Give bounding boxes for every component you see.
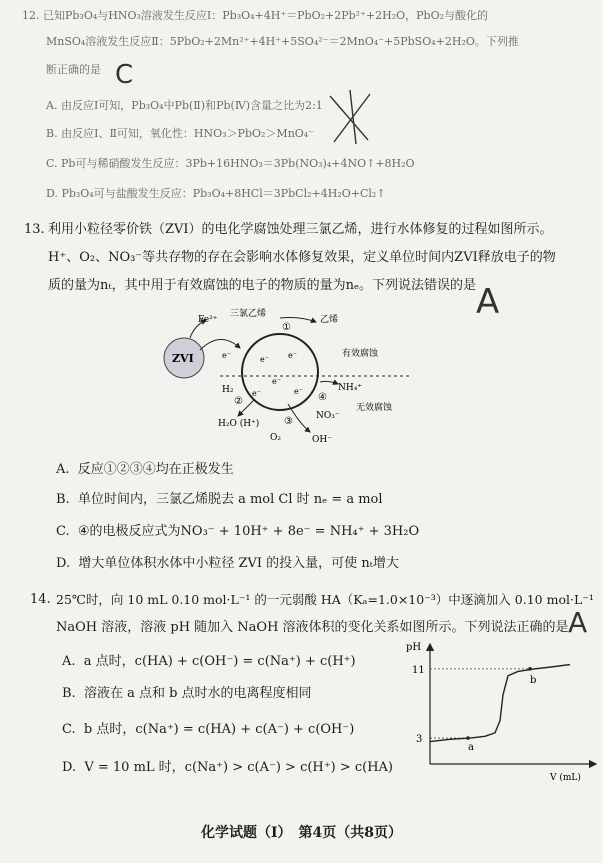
q14-number: 14.: [30, 592, 51, 607]
zvi-label: ZVI: [172, 352, 194, 365]
electron-label: e⁻: [222, 351, 231, 360]
q12-option-b: B. 由反应Ⅰ、Ⅱ可知，氧化性：HNO₃＞PbO₂＞MnO₄⁻: [46, 127, 315, 140]
ethene-label: 乙烯: [320, 315, 339, 325]
q12-option-d: D. Pb₃O₄可与盐酸发生反应：Pb₃O₄+8HCl＝3PbCl₂+4H₂O+Cl₂↑: [46, 187, 386, 200]
x-axis-label: V (mL): [550, 773, 581, 783]
q13-option-a: A. 反应①②③④均在正极发生: [56, 462, 234, 477]
q13-option-c: C. ④的电极反应式为NO₃⁻ + 10H⁺ + 8e⁻ = NH₄⁺ + 3H₂O: [56, 524, 420, 539]
q14-option-b: B. 溶液在 a 点和 b 点时水的电离程度相同: [62, 686, 312, 701]
q12-cross-mark: [320, 88, 380, 148]
electron-label: e⁻: [252, 389, 261, 398]
point-b-label: b: [530, 674, 537, 686]
q12-line1: 12. 已知Pb₃O₄与HNO₃溶液发生反应Ⅰ：Pb₃O₄+4H⁺＝PbO₂+2Pb²⁺+2H₂O，PbO₂与酸化的: [22, 9, 489, 22]
q13-number: 13.: [24, 222, 45, 237]
step-1: ①: [282, 322, 291, 333]
electron-label: e⁻: [260, 355, 269, 364]
q12-option-c: C. Pb可与稀硝酸发生反应：3Pb+16HNO₃＝3Pb(NO₃)₄+4NO↑+8H₂O: [46, 157, 415, 170]
q13-line3: 质的量为nₜ，其中用于有效腐蚀的电子的物质的量为nₑ。下列说法错误的是: [48, 278, 476, 293]
y-tick-label: 11: [412, 664, 425, 676]
q12-answer-mark: C: [115, 60, 134, 90]
q14-answer-mark: A: [568, 606, 588, 639]
step-4: ④: [318, 392, 327, 403]
h2-label: H₂: [222, 385, 234, 395]
nh4-arrow: [320, 381, 338, 384]
titration-chart: [400, 636, 600, 786]
y-axis-label: pH: [406, 642, 422, 653]
zvi-corrosion-diagram: [160, 300, 420, 450]
electron-label: e⁻: [272, 377, 281, 386]
q13-line2: H⁺、O₂、NO₃⁻等共存物的存在会影响水体修复效果，定义单位时间内ZVI释放电子的物: [48, 250, 556, 265]
fe2-label: Fe²⁺: [198, 315, 218, 325]
q14-option-c: C. b 点时，c(Na⁺) = c(HA) + c(A⁻) + c(OH⁻): [62, 722, 355, 737]
q13-option-b: B. 单位时间内，三氯乙烯脱去 a mol Cl 时 nₑ = a mol: [56, 492, 383, 507]
electron-arrow: [200, 339, 240, 350]
q12-line3: 断正确的是: [46, 63, 101, 76]
titration-curve: [430, 665, 570, 742]
page-footer: 化学试题（Ⅰ） 第4页（共8页）: [200, 825, 403, 841]
q13-line1: 利用小粒径零价铁（ZVI）的电化学腐蚀处理三氯乙烯，进行水体修复的过程如图所示。: [48, 222, 553, 237]
q14-line1: 25℃时，向 10 mL 0.10 mol·L⁻¹ 的一元弱酸 HA（Kₐ=1.0×10⁻³）中逐滴加入 0.10 mol·L⁻¹: [56, 592, 594, 607]
electron-label: e⁻: [288, 351, 297, 360]
point-b: [528, 667, 532, 671]
q13-answer-mark: A: [476, 282, 500, 322]
q12-line2: MnSO₄溶液发生反应Ⅱ：5PbO₂+2Mn²⁺+4H⁺+5SO₄²⁻＝2MnO₄⁻+5PbSO₄+2H₂O。下列推: [46, 35, 519, 48]
y-tick-label: 3: [416, 734, 423, 746]
q14-line2: NaOH 溶液，溶液 pH 随加入 NaOH 溶液体积的变化关系如图所示。下列说法正确的是: [56, 620, 569, 635]
no3-label: NO₃⁻: [316, 411, 340, 421]
q13-option-d: D. 增大单位体积水体中小粒径 ZVI 的投入量，可使 nₜ增大: [56, 556, 399, 571]
nh4-label: NH₄⁺: [338, 383, 363, 393]
oh-label: OH⁻: [312, 435, 332, 445]
electron-label: e⁻: [294, 387, 303, 396]
q14-option-d: D. V = 10 mL 时，c(Na⁺) > c(A⁻) > c(H⁺) > c(HA): [62, 760, 394, 775]
step-3: ③: [284, 416, 293, 427]
q12-option-a: A. 由反应Ⅰ可知，Pb₃O₄中Pb(Ⅱ)和Pb(Ⅳ)含量之比为2:1: [46, 99, 323, 112]
h2o-label: H₂O (H⁺): [218, 419, 260, 429]
reaction-circle: [242, 334, 318, 410]
point-a: [466, 736, 470, 740]
point-a-label: a: [468, 742, 474, 754]
step-2: ②: [234, 396, 243, 407]
tce-label: 三氯乙烯: [230, 309, 267, 319]
ineffective-label: 无效腐蚀: [356, 403, 393, 413]
o2-label: O₂: [270, 433, 281, 443]
q14-option-a: A. a 点时，c(HA) + c(OH⁻) = c(Na⁺) + c(H⁺): [62, 654, 356, 669]
effective-label: 有效腐蚀: [342, 349, 379, 359]
